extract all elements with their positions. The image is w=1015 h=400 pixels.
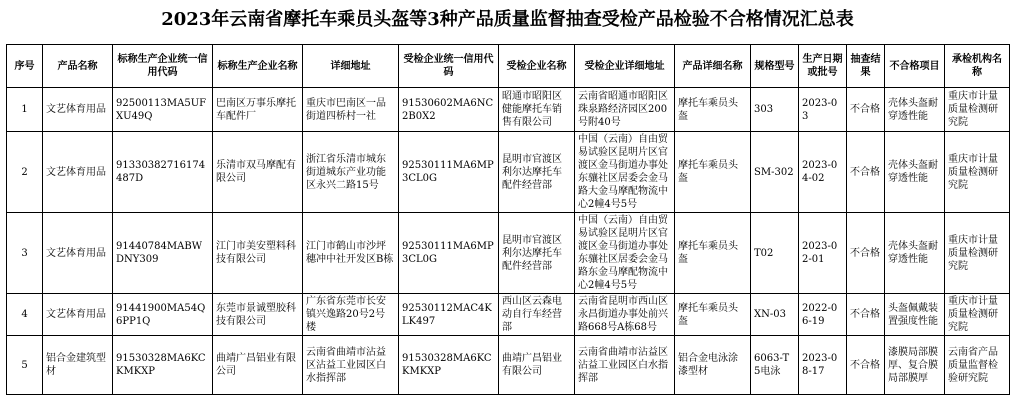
table-cell: 壳体头盔耐穿透性能 — [885, 88, 945, 132]
table-cell: 昭通市昭阳区健能摩托车销售有限公司 — [499, 88, 575, 132]
table-cell: 广东省东莞市长安镇兴逸路20号2号楼 — [303, 294, 399, 336]
table-cell: 2022-06-19 — [799, 294, 847, 336]
table-cell: 91530602MA6NC2B0X2 — [399, 88, 499, 132]
header-cell: 受检企业详细地址 — [575, 45, 675, 88]
header-cell: 不合格项目 — [885, 45, 945, 88]
header-cell: 承检机构名称 — [945, 45, 1010, 88]
table-cell: 昆明市官渡区利尔达摩托车配件经营部 — [499, 213, 575, 294]
table-cell: 云南省产品质量监督检验研究院 — [945, 336, 1010, 395]
table-cell: 中国（云南）自由贸易试验区昆明片区官渡区金马街道办事处东骧社区居委会金马路东金马摩配物流中心2幢4号5号 — [575, 213, 675, 294]
table-cell: 摩托车乘员头盔 — [675, 132, 751, 213]
table-cell: 重庆市巴南区一品街道四桥村一社 — [303, 88, 399, 132]
table-cell: 92500113MA5UFXU49Q — [113, 88, 213, 132]
inspection-table — [6, 44, 1010, 395]
table-row — [7, 88, 1010, 132]
table-cell: 不合格 — [847, 88, 885, 132]
table-cell: 摩托车乘员头盔 — [675, 213, 751, 294]
header-cell: 详细地址 — [303, 45, 399, 88]
table-cell: 东莞市景诚塑胶科技有限公司 — [213, 294, 303, 336]
table-cell: 摩托车乘员头盔 — [675, 88, 751, 132]
table-cell: 重庆市计量质量检测研究院 — [945, 88, 1010, 132]
table-cell: 中国（云南）自由贸易试验区昆明片区官渡区金马街道办事处东骧社区居委会金马路大金马摩配物流中心2幢4号5号 — [575, 132, 675, 213]
table-header-row — [7, 45, 1010, 88]
table-cell: 云南省曲靖市沾益区沾益工业园区白水指挥部 — [575, 336, 675, 395]
table-cell: 文艺体育用品 — [43, 132, 113, 213]
table-cell: 不合格 — [847, 336, 885, 395]
table-cell: 江门市美安塑料科技有限公司 — [213, 213, 303, 294]
header-cell: 标称生产企业名称 — [213, 45, 303, 88]
table-cell: 91530328MA6KCKMKXP — [399, 336, 499, 395]
table-cell: 1 — [7, 88, 43, 132]
table-cell: 91330382716174487D — [113, 132, 213, 213]
table-cell: 2023-02-01 — [799, 213, 847, 294]
table-cell: 文艺体育用品 — [43, 294, 113, 336]
header-cell: 规格型号 — [751, 45, 799, 88]
table-cell: 云南省昭通市昭阳区珠泉路经济园区200号附40号 — [575, 88, 675, 132]
table-cell: 铝合金建筑型材 — [43, 336, 113, 395]
table-cell: 92530111MA6MP3CL0G — [399, 213, 499, 294]
table-row — [7, 132, 1010, 213]
header-cell: 抽查结果 — [847, 45, 885, 88]
header-cell: 标称生产企业统一信用代码 — [113, 45, 213, 88]
table-cell: 重庆市计量质量检测研究院 — [945, 132, 1010, 213]
header-cell: 产品名称 — [43, 45, 113, 88]
table-cell: 重庆市计量质量检测研究院 — [945, 213, 1010, 294]
table-cell: 头盔佩戴装置强度性能 — [885, 294, 945, 336]
table-cell: 乐清市双马摩配有限公司 — [213, 132, 303, 213]
header-cell: 受检企业名称 — [499, 45, 575, 88]
table-cell: 铝合金电泳涂漆型材 — [675, 336, 751, 395]
table-cell: 壳体头盔耐穿透性能 — [885, 132, 945, 213]
header-cell: 产品详细名称 — [675, 45, 751, 88]
table-cell: 不合格 — [847, 213, 885, 294]
table-cell: 重庆市计量质量检测研究院 — [945, 294, 1010, 336]
table-cell: 文艺体育用品 — [43, 88, 113, 132]
table-cell: 漆膜局部膜厚、复合膜局部膜厚 — [885, 336, 945, 395]
table-cell: 2023-08-17 — [799, 336, 847, 395]
header-cell: 序号 — [7, 45, 43, 88]
table-cell: 云南省昆明市西山区永昌街道办事处前兴路668号A栋68号 — [575, 294, 675, 336]
table-row — [7, 336, 1010, 395]
table-cell: 91530328MA6KCKMKXP — [113, 336, 213, 395]
header-cell: 受检企业统一信用代码 — [399, 45, 499, 88]
table-cell: 6063-T5电泳 — [751, 336, 799, 395]
table-cell: 文艺体育用品 — [43, 213, 113, 294]
table-cell: 91441900MA54Q6PP1Q — [113, 294, 213, 336]
table-cell: 2023-03 — [799, 88, 847, 132]
table-cell: 92530111MA6MP3CL0G — [399, 132, 499, 213]
table-cell: 4 — [7, 294, 43, 336]
table-cell: T02 — [751, 213, 799, 294]
table-cell: 曲靖广昌铝业有限公司 — [499, 336, 575, 395]
table-cell: 不合格 — [847, 294, 885, 336]
table-cell: 303 — [751, 88, 799, 132]
table-cell: 浙江省乐清市城东街道城东产业功能区永兴二路15号 — [303, 132, 399, 213]
table-cell: 2 — [7, 132, 43, 213]
table-cell: 91440784MABWDNY309 — [113, 213, 213, 294]
table-cell: 云南省曲靖市沾益区沾益工业园区白水指挥部 — [303, 336, 399, 395]
table-cell: 3 — [7, 213, 43, 294]
table-cell: 5 — [7, 336, 43, 395]
table-cell: 西山区云森电动自行车经营部 — [499, 294, 575, 336]
table-cell: 昆明市官渡区利尔达摩托车配件经营部 — [499, 132, 575, 213]
header-cell: 生产日期或批号 — [799, 45, 847, 88]
table-cell: XN-03 — [751, 294, 799, 336]
table-row — [7, 213, 1010, 294]
table-cell: 江门市鹤山市沙坪穗冲中社开发区B栋 — [303, 213, 399, 294]
table-cell: 壳体头盔耐穿透性能 — [885, 213, 945, 294]
table-row — [7, 294, 1010, 336]
table-cell: 不合格 — [847, 132, 885, 213]
table-cell: 2023-04-02 — [799, 132, 847, 213]
table-cell: 曲靖广昌铝业有限公司 — [213, 336, 303, 395]
table-cell: SM-302 — [751, 132, 799, 213]
table-cell: 巴南区万事乐摩托车配件厂 — [213, 88, 303, 132]
table-cell: 92530112MAC4KLK497 — [399, 294, 499, 336]
page-title: 2023年云南省摩托车乘员头盔等3种产品质量监督抽查受检产品检验不合格情况汇总表 — [161, 9, 854, 30]
table-cell: 摩托车乘员头盔 — [675, 294, 751, 336]
